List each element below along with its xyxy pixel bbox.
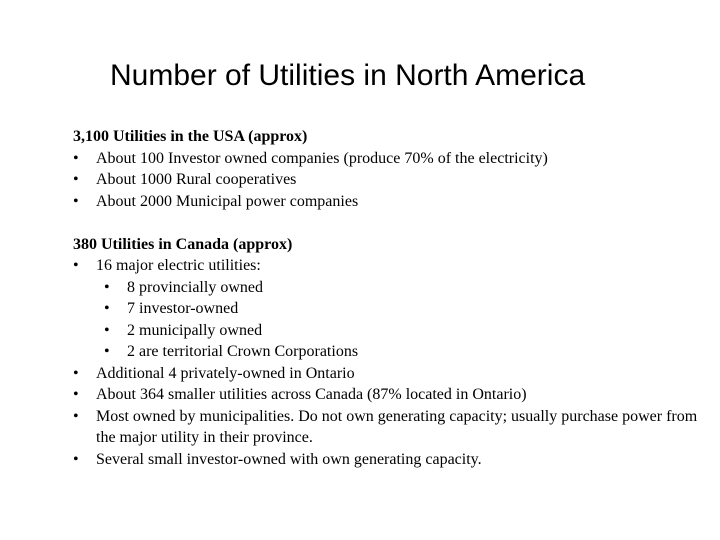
list-item-text: Additional 4 privately-owned in Ontario (96, 364, 355, 382)
list-item (73, 406, 703, 449)
bullet-icon: • (73, 192, 79, 210)
list-item-text: About 1000 Rural cooperatives (96, 171, 297, 188)
usa-section (73, 126, 703, 212)
list-item-text: Several small investor-owned with own generating capacity. (96, 450, 482, 468)
sub-list-item (104, 320, 703, 342)
bullet-icon: • (73, 149, 79, 167)
bullet-icon: • (73, 386, 79, 403)
bullet-icon: • (73, 171, 79, 188)
sub-list-item-text: 7 investor-owned (127, 300, 239, 317)
bullet-icon: • (73, 364, 79, 382)
bullet-icon: • (73, 257, 79, 274)
list-item-text: About 2000 Municipal power companies (96, 192, 359, 210)
sub-list-item (104, 298, 703, 320)
list-item-text: Most owned by municipalities. Do not own generating capacity; usually purchase power from the major utility in their province. (96, 407, 698, 446)
bullet-icon: • (104, 278, 110, 296)
list-item (73, 191, 703, 213)
bullet-icon: • (104, 321, 110, 339)
slide-title: Number of Utilities in North America (110, 59, 586, 92)
list-item (73, 255, 703, 277)
list-item (73, 169, 703, 191)
list-item-text: About 100 Investor owned companies (produce 70% of the electricity) (96, 149, 548, 167)
bullet-icon: • (104, 343, 110, 360)
list-item (73, 449, 703, 471)
bullet-icon: • (104, 300, 110, 317)
slide-body (73, 126, 703, 470)
sub-list-item-text: 8 provincially owned (127, 278, 263, 296)
list-item (73, 384, 703, 406)
list-item-text: 16 major electric utilities: (96, 257, 261, 274)
sub-list-item (104, 341, 703, 363)
sub-list-item-text: 2 are territorial Crown Corporations (127, 343, 359, 360)
bullet-icon: • (73, 407, 79, 425)
list-item-text: About 364 smaller utilities across Canada (87% located in Ontario) (96, 386, 527, 403)
sub-list-item (104, 277, 703, 299)
bullet-icon: • (73, 450, 79, 468)
list-item (73, 148, 703, 170)
list-item (73, 363, 703, 385)
canada-heading: 380 Utilities in Canada (approx) (73, 235, 293, 253)
usa-heading: 3,100 Utilities in the USA (approx) (73, 128, 308, 145)
canada-section (73, 234, 703, 471)
sub-list-item-text: 2 municipally owned (127, 321, 263, 339)
